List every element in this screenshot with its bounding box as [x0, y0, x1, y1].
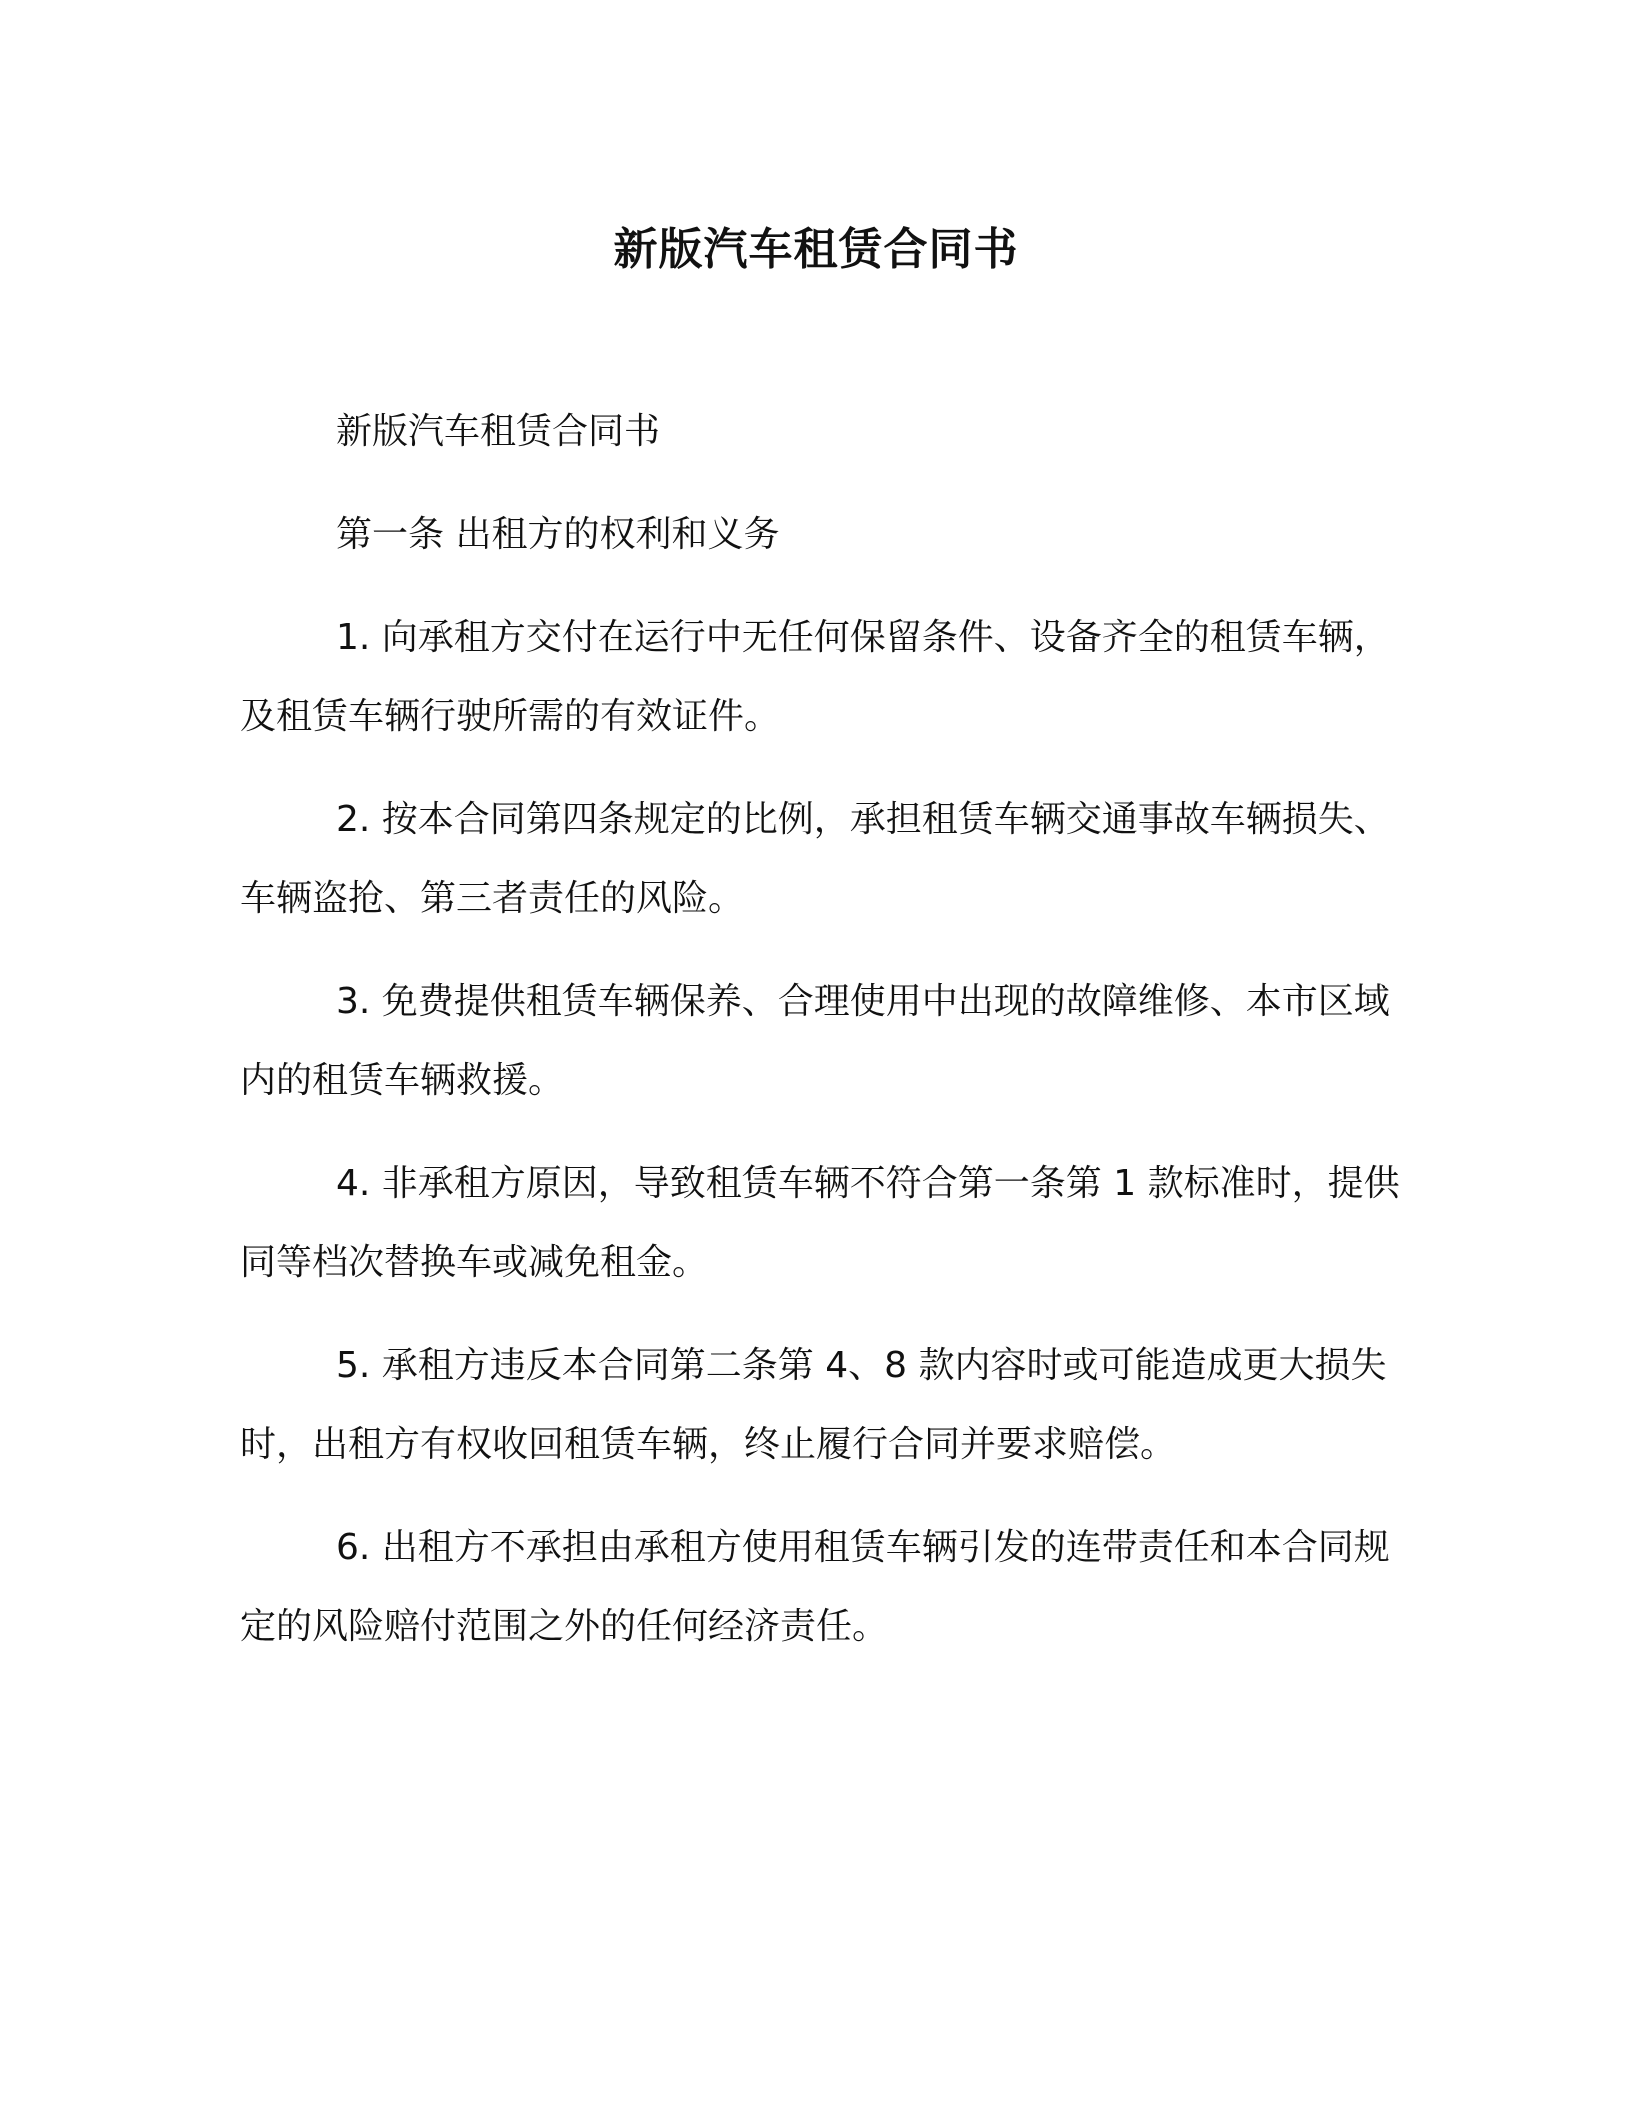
body-heading: 新版汽车租赁合同书: [336, 411, 661, 452]
article-heading: 第一条 出租方的权利和义务: [336, 514, 780, 555]
clause-4: 4. 非承租方原因，导致租赁车辆不符合第一条第 1 款标准时，提供同等档次替换车或减免租金。: [240, 1163, 1400, 1283]
clause-5: 5. 承租方违反本合同第二条第 4、8 款内容时或可能造成更大损失时，出租方有权收回租赁车辆，终止履行合同并要求赔偿。: [240, 1345, 1387, 1465]
clause-1: 1. 向承租方交付在运行中无任何保留条件、设备齐全的租赁车辆，及租赁车辆行驶所需的有效证件。: [240, 617, 1390, 737]
document-body: [240, 392, 1420, 1690]
document-title: 新版汽车租赁合同书: [613, 224, 1019, 275]
clause-3: 3. 免费提供租赁车辆保养、合理使用中出现的故障维修、本市区域内的租赁车辆救援。: [240, 981, 1390, 1101]
clause-2: 2. 按本合同第四条规定的比例，承担租赁车辆交通事故车辆损失、车辆盗抢、第三者责任的风险。: [240, 799, 1390, 919]
clause-6: 6. 出租方不承担由承租方使用租赁车辆引发的连带责任和本合同规定的风险赔付范围之外的任何经济责任。: [240, 1527, 1390, 1647]
